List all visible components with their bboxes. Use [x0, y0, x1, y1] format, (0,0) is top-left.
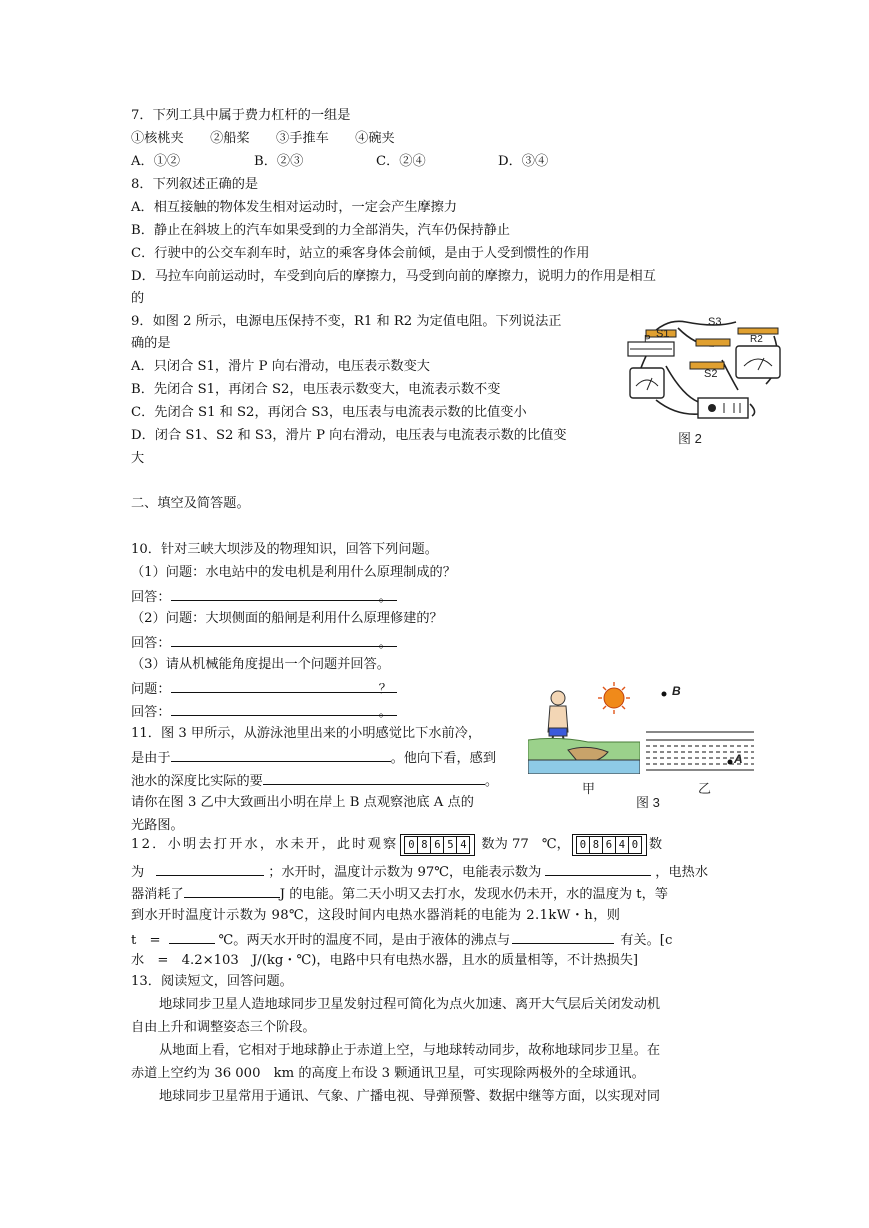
figure-2-label-p: P — [644, 334, 651, 345]
q9-option-a: A．只闭合 S1，滑片 P 向右滑动，电压表示数变大 — [131, 359, 430, 374]
q10-part3: （3）请从机械能角度提出一个问题并回答。 — [131, 657, 390, 672]
q10-answer2: 回答： 。 — [131, 632, 392, 654]
question-blank[interactable] — [171, 678, 397, 693]
figure-2-label-r2: R2 — [750, 334, 763, 345]
q7-option-d: D．③④ — [498, 154, 549, 169]
q13-paragraph1-cont: 自由上升和调整姿态三个阶段。 — [131, 1020, 316, 1035]
q10-stem: 10．针对三峡大坝涉及的物理知识，回答下列问题。 — [131, 542, 438, 557]
figure-3-yi-diagram — [644, 684, 756, 780]
q9-stem-cont: 确的是 — [131, 336, 171, 351]
figure-3-jia-illustration — [528, 680, 640, 774]
q13-paragraph2-cont: 赤道上空约为 36 000 km 的高度上布设 3 颗通讯卫星，可实现除两极外的全球通讯。 — [131, 1066, 645, 1081]
figure-2-label-s3: S3 — [708, 316, 722, 328]
q7-option-a: A．①② — [131, 154, 181, 169]
figure-2-label-s1: S1 — [656, 328, 670, 340]
q8-option-d: D．马拉车向前运动时，车受到向后的摩擦力，马受到向前的摩擦力，说明力的作用是相互 — [131, 269, 656, 284]
answer-blank[interactable] — [545, 861, 651, 876]
figure-3-point-b: B — [672, 684, 681, 698]
answer-blank[interactable] — [171, 747, 391, 762]
electricity-meter-reading-1: 0 8 6 5 4 — [400, 834, 475, 856]
q7-option-c: C．②④ — [376, 154, 426, 169]
q11-line4: 请你在图 3 乙中大致画出小明在岸上 B 点观察池底 A 点的 — [131, 795, 474, 810]
q13-paragraph2: 从地面上看，它相对于地球静止于赤道上空，与地球转动同步，故称地球同步卫星。在 — [159, 1043, 661, 1058]
q9-option-c: C．先闭合 S1 和 S2，再闭合 S3，电压表与电流表示数的比值变小 — [131, 405, 527, 420]
q12-line1: 12．小明去打开水，水未开，此时观察 0 8 6 5 4 数为 77 ℃， 0 8 6 4 0 数 — [131, 834, 740, 856]
figure-3-point-a: A — [734, 752, 743, 766]
answer-blank[interactable] — [171, 632, 397, 647]
q11-line3: 池水的深度比实际的要 。 — [131, 770, 498, 792]
q9-stem: 9．如图 2 所示，电源电压保持不变，R1 和 R2 为定值电阻。下列说法正 — [131, 314, 562, 329]
figure-2-circuit — [626, 306, 786, 426]
figure-2-caption: 图 2 — [678, 431, 702, 446]
electricity-meter-reading-2: 0 8 6 4 0 — [572, 834, 647, 856]
answer-blank[interactable] — [169, 929, 215, 944]
q10-question3: 问题： ？ — [131, 678, 392, 700]
q8-option-b: B．静止在斜坡上的汽车如果受到的力全部消失，汽车仍保持静止 — [131, 223, 510, 238]
answer-blank[interactable] — [512, 929, 614, 944]
q7-option-b: B．②③ — [254, 154, 304, 169]
q11-line2: 是由于 。他向下看，感到 — [131, 747, 496, 769]
q8-stem: 8．下列叙述正确的是 — [131, 177, 259, 192]
q9-option-d-cont: 大 — [131, 451, 145, 466]
answer-blank[interactable] — [263, 770, 485, 785]
figure-2-label-s2: S2 — [704, 368, 718, 380]
answer-blank[interactable] — [156, 861, 264, 876]
answer-blank[interactable] — [171, 586, 397, 601]
q9-option-b: B．先闭合 S1，再闭合 S2，电压表示数变大，电流表示数不变 — [131, 382, 501, 397]
figure-3-caption: 图 3 — [636, 795, 660, 810]
q12-line2: 为 ；水开时，温度计示数为 97℃，电能表示数为 ，电热水 — [131, 861, 708, 883]
q8-option-c: C．行驶中的公交车刹车时，站立的乘客身体会前倾，是由于人受到惯性的作用 — [131, 246, 590, 261]
q12-line4: 到水开时温度计示数为 98℃，这段时间内电热水器消耗的电能为 2.1kW・h，则 — [131, 908, 621, 923]
answer-blank[interactable] — [171, 701, 397, 716]
q13-paragraph1: 地球同步卫星人造地球同步卫星发射过程可简化为点火加速、离开大气层后关闭发动机 — [159, 997, 661, 1012]
answer-blank[interactable] — [184, 883, 280, 898]
q13-paragraph3: 地球同步卫星常用于通讯、气象、广播电视、导弹预警、数据中继等方面，以实现对同 — [159, 1089, 661, 1104]
q9-option-d: D．闭合 S1、S2 和 S3，滑片 P 向右滑动，电压表与电流表示数的比值变 — [131, 428, 567, 443]
q10-answer3: 回答： 。 — [131, 701, 392, 723]
q11-stem: 11．图 3 甲所示，从游泳池里出来的小明感觉比下水前冷， — [131, 726, 482, 741]
q12-line6: 水 = 4.2×103 J/(kg・℃)，电路中只有电热水器，且水的质量相等，不计热损失] — [131, 953, 639, 968]
q10-part1: （1）问题：水电站中的发电机是利用什么原理制成的？ — [131, 565, 456, 580]
q7-items: ①核桃夹 ②船桨 ③手推车 ④碗夹 — [131, 131, 395, 146]
q10-answer1: 回答： 。 — [131, 586, 392, 608]
q12-line5: t = ℃。两天水开时的温度不同，是由于液体的沸点与 有关。[c — [131, 929, 672, 951]
q13-stem: 13．阅读短文，回答问题。 — [131, 974, 293, 989]
figure-3-jia-label: 甲 — [582, 781, 596, 796]
figure-3-yi-label: 乙 — [698, 781, 712, 796]
q8-option-a: A．相互接触的物体发生相对运动时，一定会产生摩擦力 — [131, 200, 458, 215]
q10-part2: （2）问题：大坝侧面的船闸是利用什么原理修建的？ — [131, 611, 443, 626]
section-heading: 二、填空及简答题。 — [131, 496, 250, 511]
q12-line3: 器消耗了 J 的电能。第二天小明又去打水，发现水仍未开，水的温度为 t，等 — [131, 883, 668, 905]
q7-stem: 7．下列工具中属于费力杠杆的一组是 — [131, 108, 351, 123]
q8-option-d-cont: 的 — [131, 291, 145, 306]
q11-line5: 光路图。 — [131, 818, 184, 833]
